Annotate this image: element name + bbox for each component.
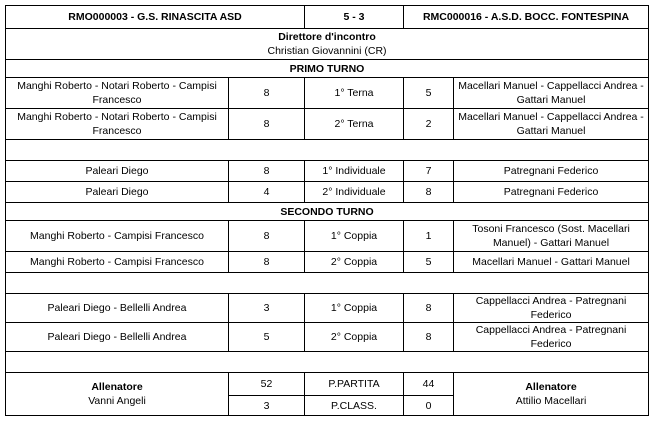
home-score: 8 xyxy=(229,161,305,182)
director-cell xyxy=(6,29,649,60)
away-score: 1 xyxy=(404,221,454,252)
home-players: Paleari Diego - Bellelli Andrea xyxy=(6,323,229,352)
away-players: Macellari Manuel - Gattari Manuel xyxy=(454,252,649,273)
table-row xyxy=(6,109,649,140)
home-players: Paleari Diego xyxy=(6,182,229,203)
match-type: 1° Coppia xyxy=(305,294,404,323)
home-players: Manghi Roberto - Notari Roberto - Campisi Francesco xyxy=(6,78,229,109)
away-players: Cappellacci Andrea - Patregnani Federico xyxy=(454,323,649,352)
away-players: Patregnani Federico xyxy=(454,161,649,182)
class-label: P.CLASS. xyxy=(305,396,404,416)
director-name: Christian Giovannini (CR) xyxy=(267,45,387,57)
home-coach-cell xyxy=(6,373,229,416)
home-team: RMO000003 - G.S. RINASCITA ASD xyxy=(6,6,305,29)
away-players: Cappellacci Andrea - Patregnani Federico xyxy=(454,294,649,323)
spacer-cell xyxy=(6,273,649,294)
spacer-cell xyxy=(6,140,649,161)
table-row xyxy=(6,252,649,273)
section-primo-turno xyxy=(6,60,649,78)
footer-row-partita xyxy=(6,373,649,396)
home-score: 8 xyxy=(229,252,305,273)
partita-away: 44 xyxy=(404,373,454,396)
home-players: Paleari Diego xyxy=(6,161,229,182)
away-players: Macellari Manuel - Cappellacci Andrea - Gattari Manuel xyxy=(454,109,649,140)
partita-home: 52 xyxy=(229,373,305,396)
table-row xyxy=(6,182,649,203)
class-away: 0 xyxy=(404,396,454,416)
match-type: 1° Coppia xyxy=(305,221,404,252)
home-players: Manghi Roberto - Notari Roberto - Campisi Francesco xyxy=(6,109,229,140)
home-coach-label: Allenatore xyxy=(91,381,143,393)
home-coach-name: Vanni Angeli xyxy=(88,395,146,407)
home-players: Manghi Roberto - Campisi Francesco xyxy=(6,221,229,252)
home-players: Manghi Roberto - Campisi Francesco xyxy=(6,252,229,273)
match-type: 2° Coppia xyxy=(305,252,404,273)
table-row xyxy=(6,161,649,182)
spacer-row xyxy=(6,352,649,373)
director-row xyxy=(6,29,649,60)
table-row xyxy=(6,294,649,323)
home-score: 8 xyxy=(229,78,305,109)
away-score: 8 xyxy=(404,182,454,203)
match-type: 2° Coppia xyxy=(305,323,404,352)
home-score: 8 xyxy=(229,221,305,252)
spacer-row xyxy=(6,273,649,294)
table-row xyxy=(6,323,649,352)
match-type: 2° Terna xyxy=(305,109,404,140)
table-row xyxy=(6,78,649,109)
away-score: 2 xyxy=(404,109,454,140)
away-score: 7 xyxy=(404,161,454,182)
home-score: 4 xyxy=(229,182,305,203)
away-players: Patregnani Federico xyxy=(454,182,649,203)
away-score: 5 xyxy=(404,252,454,273)
away-team: RMC000016 - A.S.D. BOCC. FONTESPINA xyxy=(404,6,649,29)
away-coach-cell xyxy=(454,373,649,416)
header-row xyxy=(6,6,649,29)
section-title: PRIMO TURNO xyxy=(6,60,649,78)
section-secondo-turno xyxy=(6,203,649,221)
spacer-cell xyxy=(6,352,649,373)
away-players: Tosoni Francesco (Sost. Macellari Manuel) - Gattari Manuel xyxy=(454,221,649,252)
home-score: 3 xyxy=(229,294,305,323)
class-home: 3 xyxy=(229,396,305,416)
match-type: 1° Terna xyxy=(305,78,404,109)
partita-label: P.PARTITA xyxy=(305,373,404,396)
spacer-row xyxy=(6,140,649,161)
director-label: Direttore d'incontro xyxy=(278,31,376,43)
match-type: 1° Individuale xyxy=(305,161,404,182)
match-score: 5 - 3 xyxy=(305,6,404,29)
home-score: 8 xyxy=(229,109,305,140)
away-players: Macellari Manuel - Cappellacci Andrea - Gattari Manuel xyxy=(454,78,649,109)
away-coach-name: Attilio Macellari xyxy=(515,395,587,407)
match-report-table xyxy=(5,5,649,416)
away-coach-label: Allenatore xyxy=(525,381,577,393)
away-score: 8 xyxy=(404,323,454,352)
home-score: 5 xyxy=(229,323,305,352)
home-players: Paleari Diego - Bellelli Andrea xyxy=(6,294,229,323)
away-score: 8 xyxy=(404,294,454,323)
match-type: 2° Individuale xyxy=(305,182,404,203)
table-row xyxy=(6,221,649,252)
section-title: SECONDO TURNO xyxy=(6,203,649,221)
away-score: 5 xyxy=(404,78,454,109)
